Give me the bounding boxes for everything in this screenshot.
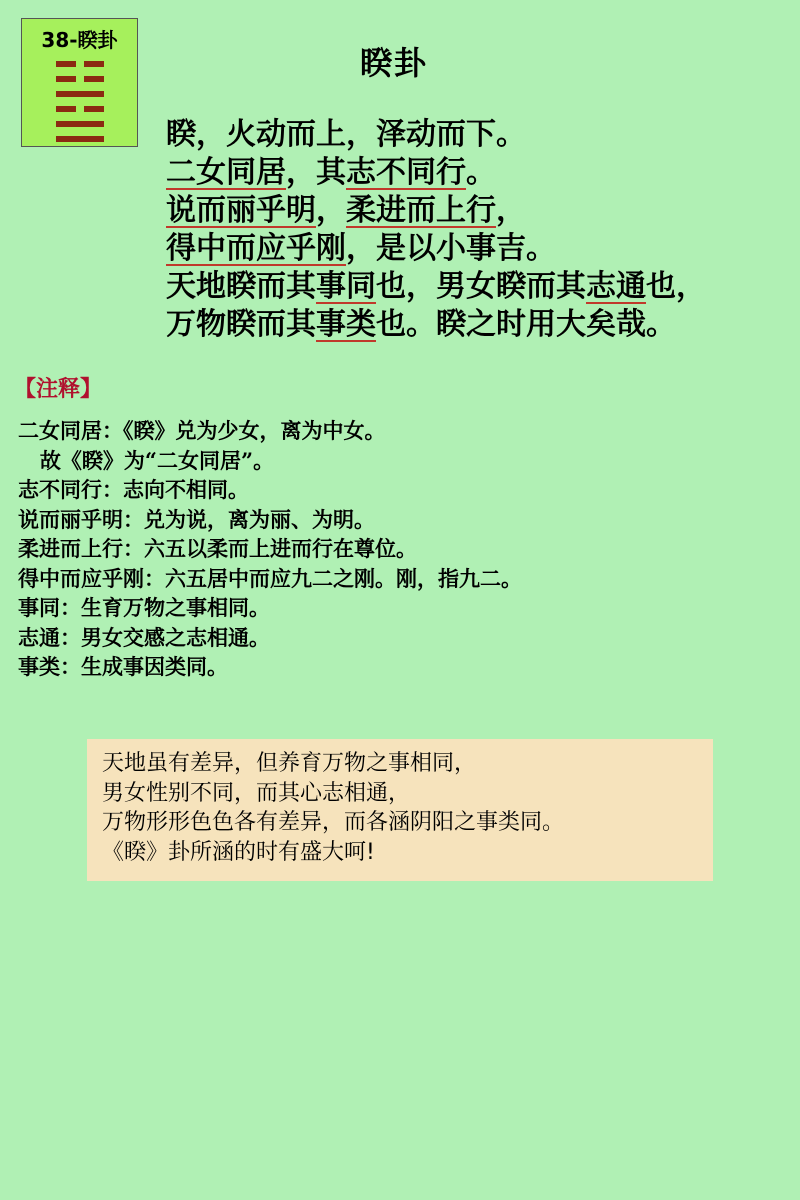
underlined-phrase: 柔进而上行 [346, 193, 496, 228]
note-line: 故《睽》为“二女同居”。 [18, 447, 275, 473]
verse-segment: 也，男女睽而其 [376, 269, 586, 304]
hexagram-badge [21, 18, 138, 147]
note-line: 得中而应乎刚：六五居中而应九二之刚。刚，指九二。 [18, 565, 522, 591]
hexagram-line-yin [56, 61, 104, 67]
verse-segment: 万物睽而其 [166, 307, 316, 342]
note-line: 柔进而上行：六五以柔而上进而行在尊位。 [18, 536, 417, 561]
note-line: 事类：生成事因类同。 [18, 654, 228, 679]
hexagram-line-yang [56, 136, 104, 142]
page-title: 睽卦 [360, 44, 429, 82]
notes-heading: 【注释】 [14, 376, 103, 402]
verse-line [166, 268, 706, 306]
hexagram-line-yang [56, 121, 104, 127]
verse-segment: ， [316, 193, 346, 228]
badge-label: 38-睽卦 [41, 28, 118, 52]
summary-line: 天地虽有差异，但养育万物之事相同， [102, 751, 477, 776]
verse-segment: ，是以小事吉。 [346, 231, 556, 266]
notes-list [18, 416, 522, 682]
hexagram-line-yin [56, 76, 104, 82]
verse-line [166, 192, 706, 230]
note-line: 二女同居：《睽》兑为少女，离为中女。 [18, 418, 386, 443]
verse-segment: 也。睽之时用大矣哉。 [376, 307, 676, 342]
note-line: 志不同行：志向不相同。 [18, 477, 249, 502]
note-line: 事同：生育万物之事相同。 [18, 595, 270, 620]
hexagram-icon [56, 61, 104, 151]
underlined-phrase: 得中而应乎刚 [166, 231, 346, 266]
verse-segment: ， [496, 193, 526, 228]
summary-line: 男女性别不同，而其心志相通， [102, 780, 411, 806]
hexagram-line-yin [56, 106, 104, 112]
verse-line [166, 306, 706, 344]
underlined-phrase: 说而丽乎明 [166, 193, 316, 228]
underlined-phrase: 事同 [316, 269, 376, 304]
verse-line [166, 154, 706, 192]
underlined-phrase: 事类 [316, 307, 376, 342]
underlined-phrase: 二女同居 [166, 155, 286, 190]
verse-line [166, 230, 706, 268]
verse-segment: 天地睽而其 [166, 269, 316, 304]
summary-line: 万物形形色色各有差异，而各涵阴阳之事类同。 [102, 810, 565, 835]
underlined-phrase: 志通 [586, 269, 646, 304]
verse-segment: ，其 [286, 155, 346, 190]
note-line: 说而丽乎明：兑为说，离为丽、为明。 [18, 506, 375, 532]
note-line: 志通：男女交感之志相通。 [18, 624, 270, 650]
verse-line [166, 116, 706, 154]
underlined-phrase: 志不同行 [346, 155, 466, 190]
verse-text [166, 116, 706, 344]
hexagram-line-yang [56, 91, 104, 97]
verse-segment: 睽，火动而上，泽动而下。 [166, 117, 526, 152]
summary-line: 《睽》卦所涵的时有盛大呵! [102, 839, 375, 865]
summary-box [87, 739, 713, 881]
verse-segment: 。 [466, 155, 496, 190]
verse-segment: 也， [646, 269, 706, 304]
